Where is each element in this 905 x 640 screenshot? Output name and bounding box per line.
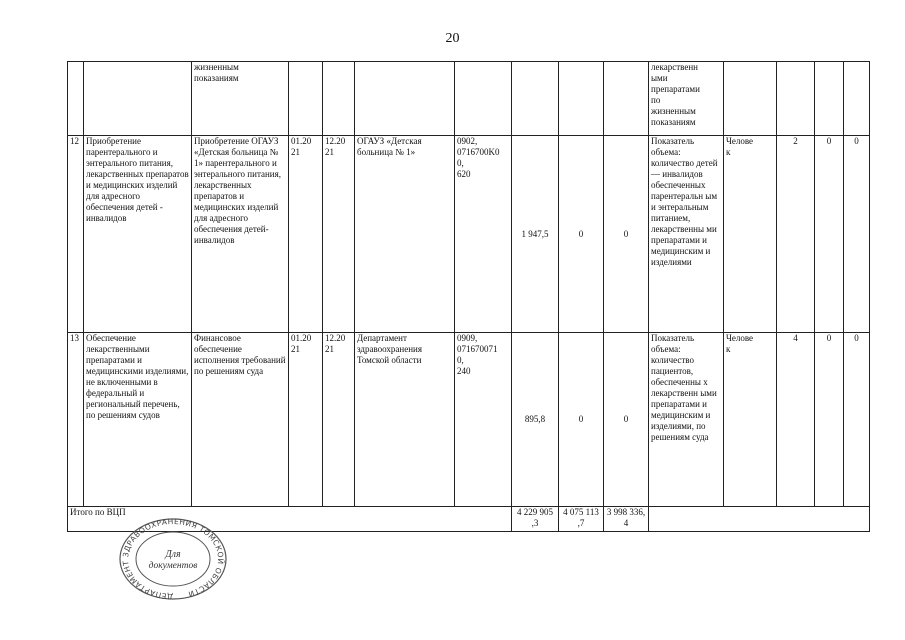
- stamp-line-1: Для: [165, 549, 181, 560]
- cell-indicator: лекарственн ыми препаратами по жизненным показаниям: [649, 62, 724, 136]
- total-sum-1: 4 229 905 ,3: [512, 507, 559, 532]
- stamp-line-2: документов: [148, 561, 198, 571]
- cell-start: 01.20 21: [289, 333, 323, 507]
- page-number: 20: [445, 31, 460, 46]
- cell-indicator: Показатель объема: количество детей — инвалидов обеспеченных парентеральн ым и энтеральным питанием, лекарственны ми препаратами и медицинским и изделиями: [649, 136, 724, 333]
- total-sum-3: 3 998 336, 4: [604, 507, 649, 532]
- cell-end: 12.20 21: [323, 136, 355, 333]
- table-row: [68, 333, 870, 507]
- cell-event: Приобретение парентерального и энтерального питания, лекарственных препаратов и медицинских изделий для адресного обеспечения детей - инвалидов: [84, 136, 192, 333]
- cell-number: 12: [68, 136, 84, 333]
- cell-sum-1: 1 947,5: [512, 136, 559, 333]
- table-row: [68, 136, 870, 333]
- cell-content: Финансовое обеспечение исполнения требований по решениям суда: [192, 333, 289, 507]
- cell-unit: Челове к: [724, 333, 777, 507]
- cell-indicator: Показатель объема: количество пациентов, обеспеченны х лекарственн ыми препаратами и медицинским и изделиями, по решениям суда: [649, 333, 724, 507]
- cell-executor: ОГАУЗ «Детская больница № 1»: [355, 136, 455, 333]
- cell-sum-3: 0: [604, 333, 649, 507]
- program-table: [67, 61, 870, 532]
- cell-number: 13: [68, 333, 84, 507]
- cell-value-1: 4: [777, 333, 815, 507]
- cell-end: 12.20 21: [323, 333, 355, 507]
- cell-value-1: 2: [777, 136, 815, 333]
- table-row-continued: [68, 62, 870, 136]
- cell-sum-3: 0: [604, 136, 649, 333]
- cell-value-3: 0: [844, 136, 870, 333]
- stamp-ring-text: ДЕПАРТАМЕНТ ЗДРАВООХРАНЕНИЯ ТОМСКОЙ ОБЛАСТИ: [121, 517, 226, 601]
- cell-event: Обеспечение лекарственными препаратами и медицинскими изделиями, не включенными в федеральный и региональный перечень, по решениям судов: [84, 333, 192, 507]
- cell-unit: Челове к: [724, 136, 777, 333]
- cell-start: 01.20 21: [289, 136, 323, 333]
- cell-executor: Департамент здравоохранения Томской области: [355, 333, 455, 507]
- organization-stamp: [118, 517, 228, 601]
- cell-sum-2: 0: [559, 136, 604, 333]
- cell-value-2: 0: [815, 333, 844, 507]
- total-label: Итого по ВЦП: [68, 507, 512, 532]
- total-sum-2: 4 075 113 ,7: [559, 507, 604, 532]
- cell-content: Приобретение ОГАУЗ «Детская больница № 1» парентерального и энтерального питания, лекарственных препаратов и медицинских изделий для адресного обеспечения детей-инвалидов: [192, 136, 289, 333]
- cell-sum-2: 0: [559, 333, 604, 507]
- cell-kbk: 0909, 071670071 0, 240: [455, 333, 512, 507]
- cell-sum-1: 895,8: [512, 333, 559, 507]
- cell-value-2: 0: [815, 136, 844, 333]
- cell-kbk: 0902, 0716700K0 0, 620: [455, 136, 512, 333]
- cell-value-3: 0: [844, 333, 870, 507]
- cell-content: жизненным показаниям: [192, 62, 289, 136]
